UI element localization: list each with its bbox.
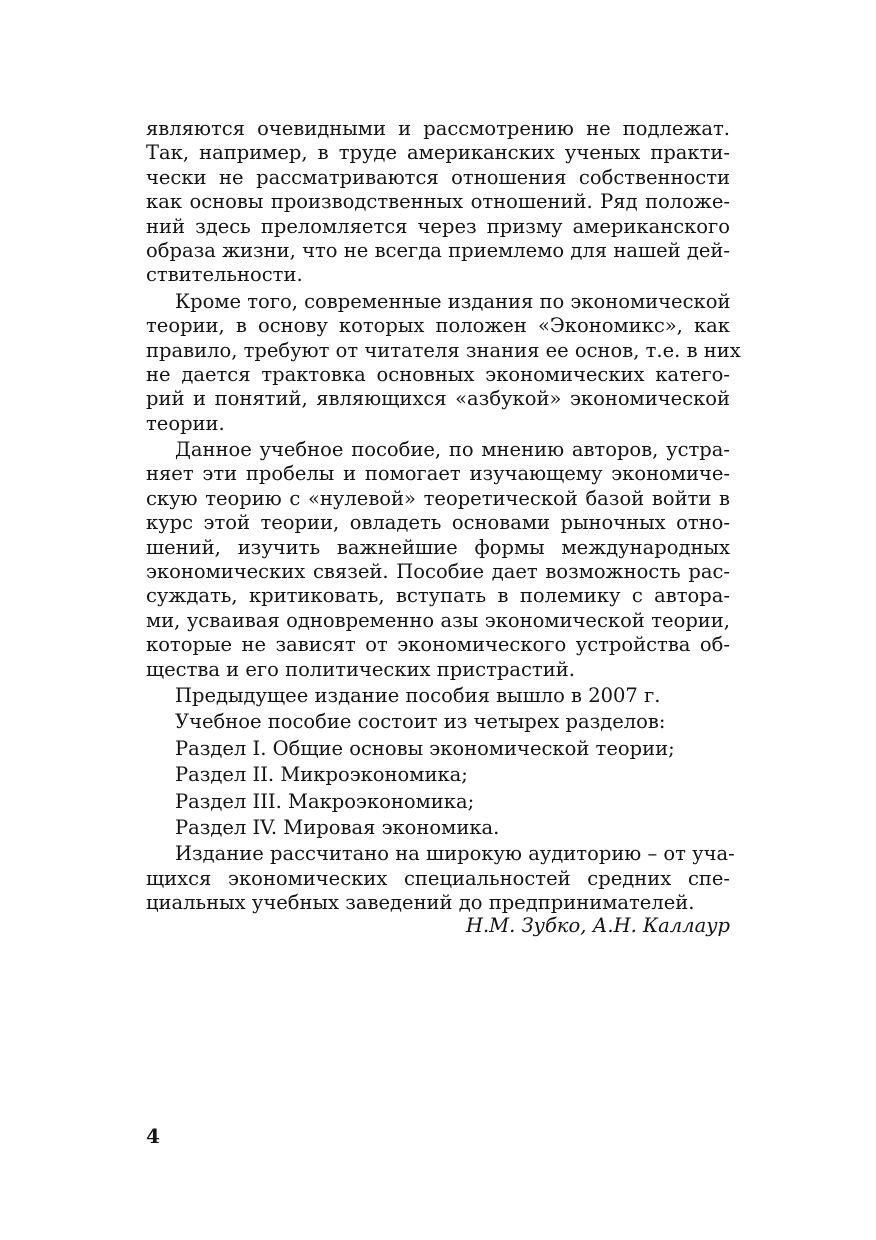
text-line: правило, требуют от читателя знания ее основ, т.е. в них xyxy=(146,338,741,362)
text-line: суждать, критиковать, вступать в полемику с автора- xyxy=(146,584,730,608)
text-line: Издание рассчитано на широкую аудиторию – от уча- xyxy=(175,842,735,866)
text-line: Учебное пособие состоит из четырех разделов: xyxy=(175,710,666,734)
author-signature: Н.М. Зубко, А.Н. Каллаур xyxy=(465,914,730,937)
text-line: ствительности. xyxy=(146,263,303,287)
text-line: курс этой теории, овладеть основами рыночных отно- xyxy=(146,511,730,535)
paragraph xyxy=(146,763,730,787)
text-line: теории. xyxy=(146,411,225,435)
text-line: которые не зависят от экономического устройства об- xyxy=(146,633,730,657)
text-line: экономических связей. Пособие дает возможность рас- xyxy=(146,560,730,584)
paragraph xyxy=(146,790,730,814)
paragraph xyxy=(146,842,735,915)
text-line: не дается трактовка основных экономических катего- xyxy=(146,362,730,386)
paragraph xyxy=(146,684,730,708)
paragraph xyxy=(146,710,730,734)
paragraph xyxy=(146,438,730,682)
text-line: щихся экономических специальностей средних спе- xyxy=(146,866,730,890)
text-line: Предыдущее издание пособия вышло в 2007 г. xyxy=(175,683,661,707)
text-line: образа жизни, что не всегда приемлемо для нашей дей- xyxy=(146,238,730,262)
paragraph xyxy=(146,289,741,436)
text-line: рий и понятий, являющихся «азбукой» экономической xyxy=(146,387,730,411)
paragraph xyxy=(146,737,730,761)
text-line: Раздел I. Общие основы экономической теории; xyxy=(175,736,675,760)
paragraph xyxy=(146,117,730,288)
text-line: Данное учебное пособие, по мнению авторов, устра- xyxy=(175,438,730,462)
text-line: чески не рассматриваются отношения собственности xyxy=(146,165,730,189)
text-line: скую теорию с «нулевой» теоретической базой войти в xyxy=(146,486,730,510)
text-line: щества и его политических пристрастий. xyxy=(146,657,575,681)
text-line: теории, в основу которых положен «Экономикс», как xyxy=(146,314,730,338)
body-text xyxy=(146,117,741,916)
text-line: как основы производственных отношений. Ряд положе- xyxy=(146,190,730,214)
text-line: няет эти пробелы и помогает изучающему экономиче- xyxy=(146,462,730,486)
text-line: ми, усваивая одновременно азы экономической теории, xyxy=(146,608,730,632)
page-number: 4 xyxy=(146,1124,160,1148)
text-line: Раздел III. Макроэкономика; xyxy=(175,789,475,813)
text-line: Кроме того, современные издания по экономической xyxy=(175,289,731,313)
text-line: циальных учебных заведений до предпринимателей. xyxy=(146,891,695,915)
text-line: Раздел II. Микроэкономика; xyxy=(175,763,468,787)
text-line: являются очевидными и рассмотрению не подлежат. xyxy=(146,117,730,140)
text-line: Раздел IV. Мировая экономика. xyxy=(175,815,500,839)
text-line: шений, изучить важнейшие формы международных xyxy=(146,535,730,559)
text-line: ний здесь преломляется через призму американского xyxy=(146,214,730,238)
text-line: Так, например, в труде американских ученых практи- xyxy=(146,141,730,165)
paragraph xyxy=(146,816,730,840)
